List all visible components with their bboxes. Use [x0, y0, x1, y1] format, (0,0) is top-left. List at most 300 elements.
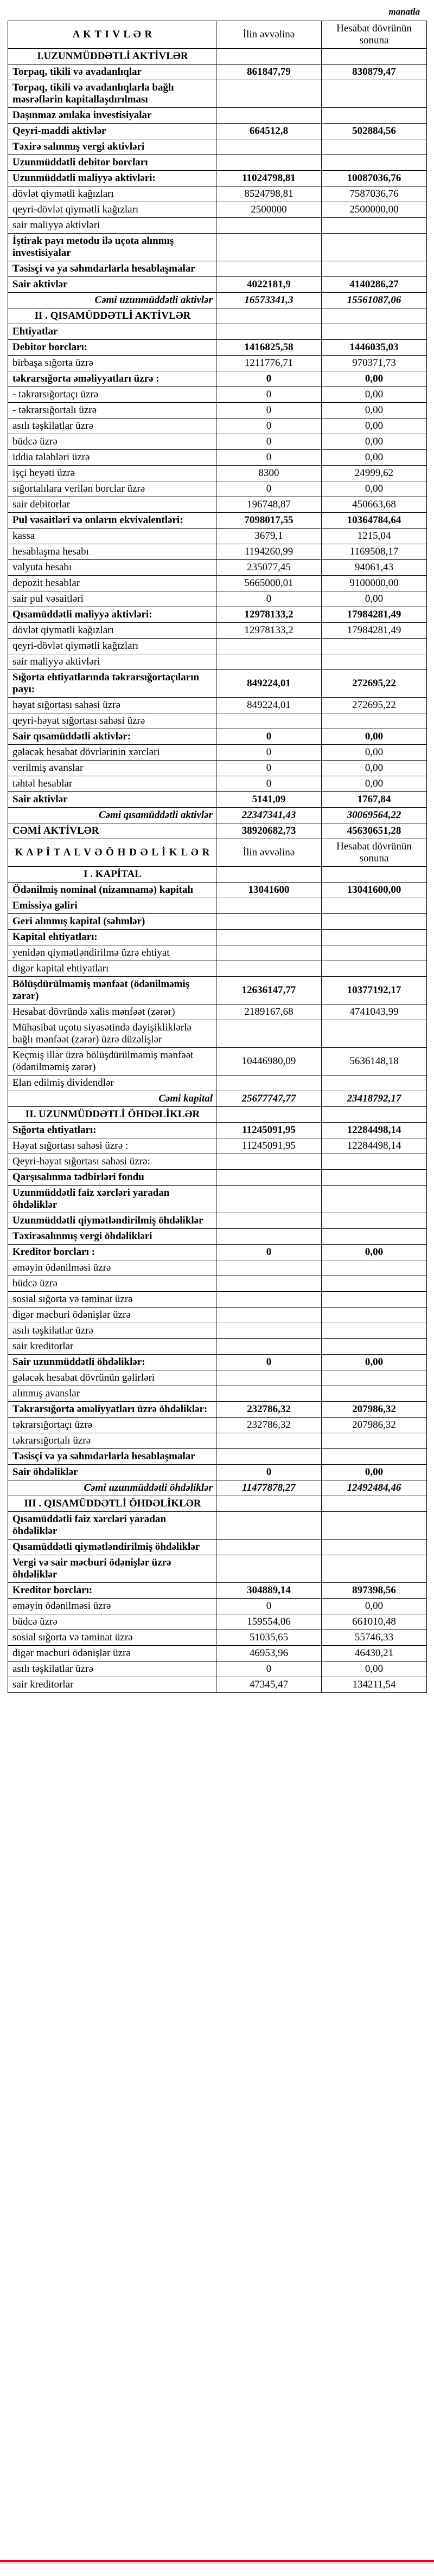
- value-end: 0,00: [322, 371, 427, 387]
- table-row: [8, 713, 427, 729]
- row-label: Sair uzunmüddətli öhdəliklər:: [8, 1355, 216, 1370]
- value-end: [322, 218, 427, 234]
- row-label: Torpaq, tikili və avadanlıqlar: [8, 65, 216, 80]
- value-end: [322, 1370, 427, 1386]
- row-label: büdcə üzrə: [8, 1276, 216, 1292]
- row-label: depozit hesablar: [8, 576, 216, 591]
- row-label: asılı təşkilatlar üzrə: [8, 1661, 216, 1677]
- value-start: [216, 898, 322, 914]
- value-end: [322, 1276, 427, 1292]
- table-header-row: [8, 21, 427, 49]
- value-end: [322, 234, 427, 261]
- row-label: II . QISAMÜDDƏTLİ AKTİVLƏR: [8, 308, 216, 324]
- table-row: [8, 1260, 427, 1276]
- row-label: əməyin ödənilməsi üzrə: [8, 1260, 216, 1276]
- value-start: 12978133,2: [216, 607, 322, 623]
- row-label: Sair öhdəliklər: [8, 1465, 216, 1480]
- row-label: Hesabat dövründə xalis mənfəət (zərər): [8, 1004, 216, 1020]
- value-start: 46953,96: [216, 1646, 322, 1661]
- value-start: 849224,01: [216, 698, 322, 713]
- row-label: Təsisçi və ya səhmdarlarla hesablaşmalar: [8, 1449, 216, 1465]
- value-end: [322, 867, 427, 883]
- row-label: Qısamüddətli maliyyə aktivləri:: [8, 607, 216, 623]
- row-label: III . QISAMÜDDƏTLİ ÖHDƏLİKLƏR: [8, 1496, 216, 1512]
- row-label: sosial sığorta və təminat üzrə: [8, 1292, 216, 1308]
- table-row: [8, 1677, 427, 1693]
- row-label: dövlət qiymətli kağızları: [8, 623, 216, 639]
- value-start: [216, 1323, 322, 1339]
- table-row: [8, 883, 427, 898]
- row-label: dövlət qiymətli kağızları: [8, 186, 216, 202]
- row-label: kassa: [8, 529, 216, 544]
- table-row: [8, 1323, 427, 1339]
- table-row: [8, 108, 427, 124]
- row-label: Təsisçi və ya səhmdarlarla hesablaşmalar: [8, 261, 216, 277]
- value-start: 16573341,3: [216, 293, 322, 308]
- value-start: 0: [216, 371, 322, 387]
- table-row: [8, 1583, 427, 1599]
- row-label: A K T I V L Ə R: [8, 21, 216, 49]
- row-label: sair kreditorlar: [8, 1677, 216, 1693]
- table-row: [8, 202, 427, 218]
- table-row: [8, 1555, 427, 1583]
- value-start: [216, 1213, 322, 1229]
- value-end: 17984281,49: [322, 607, 427, 623]
- table-row: [8, 1339, 427, 1355]
- value-start: 11024798,81: [216, 171, 322, 186]
- table-row: [8, 171, 427, 186]
- value-end: 0,00: [322, 387, 427, 403]
- value-start: [216, 639, 322, 654]
- value-start: 0: [216, 745, 322, 761]
- value-start: 232786,32: [216, 1418, 322, 1433]
- value-start: 1416825,58: [216, 340, 322, 356]
- value-start: [216, 139, 322, 155]
- row-label: Mühasibat uçotu siyasətində dəyişikliklərlə bağlı mənfəət (zərər) üzrə düzəlişlər: [8, 1020, 216, 1048]
- value-end: 1215,04: [322, 529, 427, 544]
- table-row: [8, 1213, 427, 1229]
- table-row: [8, 1370, 427, 1386]
- value-start: [216, 867, 322, 883]
- table-row: [8, 1245, 427, 1260]
- value-end: [322, 1386, 427, 1402]
- value-end: [322, 108, 427, 124]
- value-start: 22347341,43: [216, 808, 322, 823]
- row-label: K A P İ T A L V Ə Ö H D Ə L İ K L Ə R: [8, 839, 216, 867]
- row-label: Geri alınmış kapital (səhmlər): [8, 914, 216, 930]
- row-label: Ödənilmiş nominal (nizamnamə) kapitalı: [8, 883, 216, 898]
- table-row: [8, 139, 427, 155]
- row-label: sair debitorlar: [8, 497, 216, 513]
- value-start: 0: [216, 450, 322, 466]
- value-end: [322, 1308, 427, 1323]
- value-start: 304889,14: [216, 1583, 322, 1599]
- value-start: 0: [216, 761, 322, 776]
- value-end: 4140286,27: [322, 277, 427, 293]
- table-row: [8, 1186, 427, 1213]
- value-end: 0,00: [322, 403, 427, 418]
- value-start: 159554,06: [216, 1614, 322, 1630]
- value-end: 0,00: [322, 481, 427, 497]
- value-start: [216, 1154, 322, 1170]
- value-end: 0,00: [322, 776, 427, 792]
- row-label: gələcək hesabat dövrünün gəlirləri: [8, 1370, 216, 1386]
- value-start: 13041600: [216, 883, 322, 898]
- value-end: [322, 1339, 427, 1355]
- row-label: digər məcburi ödənişlər üzrə: [8, 1646, 216, 1661]
- table-row: [8, 1292, 427, 1308]
- value-start: 0: [216, 387, 322, 403]
- value-end: 17984281,49: [322, 623, 427, 639]
- value-start: 861847,79: [216, 65, 322, 80]
- row-label: büdcə üzrə: [8, 1614, 216, 1630]
- value-start: [216, 1229, 322, 1245]
- value-start: [216, 1386, 322, 1402]
- value-end: [322, 139, 427, 155]
- value-start: 25677747,77: [216, 1091, 322, 1107]
- value-end: 94061,43: [322, 560, 427, 576]
- table-row: [8, 945, 427, 961]
- value-start: 10446980,09: [216, 1048, 322, 1076]
- value-end: [322, 155, 427, 171]
- value-end: 0,00: [322, 1245, 427, 1260]
- table-row: [8, 1170, 427, 1186]
- table-row: [8, 1630, 427, 1646]
- row-label: I.UZUNMÜDDƏTLİ AKTİVLƏR: [8, 49, 216, 65]
- value-start: 5665000,01: [216, 576, 322, 591]
- row-label: Təxirəsalınmış vergi öhdəlikləri: [8, 1229, 216, 1245]
- value-start: 8524798,81: [216, 186, 322, 202]
- row-label: I . KAPİTAL: [8, 867, 216, 883]
- table-row: [8, 1154, 427, 1170]
- value-start: 232786,32: [216, 1402, 322, 1418]
- table-row: [8, 529, 427, 544]
- table-row: [8, 324, 427, 340]
- value-end: 24999,62: [322, 466, 427, 481]
- footer-divider-light: [0, 2562, 434, 2564]
- table-row: [8, 1402, 427, 1418]
- table-row: [8, 792, 427, 808]
- value-end: 10087036,76: [322, 171, 427, 186]
- table-row: [8, 1599, 427, 1614]
- value-start: [216, 261, 322, 277]
- value-start: [216, 713, 322, 729]
- value-start: 38920682,73: [216, 823, 322, 839]
- value-end: [322, 308, 427, 324]
- row-label: büdcə üzrə: [8, 434, 216, 450]
- value-start: [216, 1512, 322, 1540]
- row-label: yenidən qiymətləndirilmə üzrə ehtiyat: [8, 945, 216, 961]
- value-start: [216, 1555, 322, 1583]
- table-row: [8, 623, 427, 639]
- value-start: 0: [216, 418, 322, 434]
- value-end: 12492484,46: [322, 1480, 427, 1496]
- value-end: 4741043,99: [322, 1004, 427, 1020]
- value-start: İlin əvvəlinə: [216, 839, 322, 867]
- row-label: - təkrarsığortalı üzrə: [8, 403, 216, 418]
- row-label: Qarşısalınma tədbirləri fondu: [8, 1170, 216, 1186]
- value-start: 0: [216, 434, 322, 450]
- row-label: sair pul vəsaitləri: [8, 591, 216, 607]
- value-end: [322, 1170, 427, 1186]
- table-row: [8, 403, 427, 418]
- table-row: [8, 234, 427, 261]
- table-row: [8, 1004, 427, 1020]
- row-label: həyat sığortası sahəsi üzrə: [8, 698, 216, 713]
- row-label: Həyat sığortası sahəsi üzrə :: [8, 1138, 216, 1154]
- row-label: təkrarsığorta əməliyyatları üzrə :: [8, 371, 216, 387]
- value-start: 1211776,71: [216, 356, 322, 371]
- value-end: [322, 914, 427, 930]
- value-end: [322, 1512, 427, 1540]
- table-row: [8, 1512, 427, 1540]
- value-end: [322, 713, 427, 729]
- table-row: [8, 277, 427, 293]
- balance-table-body: [8, 21, 427, 1693]
- value-end: 0,00: [322, 1599, 427, 1614]
- table-row: [8, 1308, 427, 1323]
- table-row: [8, 745, 427, 761]
- row-label: - təkrarsığortaçı üzrə: [8, 387, 216, 403]
- value-start: 0: [216, 403, 322, 418]
- value-start: 4022181,9: [216, 277, 322, 293]
- table-row: [8, 1123, 427, 1138]
- value-end: [322, 1076, 427, 1091]
- balance-table: [8, 21, 427, 1693]
- table-row: [8, 387, 427, 403]
- value-end: [322, 1020, 427, 1048]
- row-label: alınmış avanslar: [8, 1386, 216, 1402]
- row-label: verilmiş avanslar: [8, 761, 216, 776]
- value-start: 0: [216, 591, 322, 607]
- value-start: [216, 1107, 322, 1123]
- value-end: [322, 1540, 427, 1555]
- value-start: [216, 155, 322, 171]
- table-row: [8, 544, 427, 560]
- table-row: [8, 670, 427, 698]
- table-row: [8, 218, 427, 234]
- value-end: 0,00: [322, 591, 427, 607]
- section-row: [8, 867, 427, 883]
- row-label: Debitor borcları:: [8, 340, 216, 356]
- value-end: [322, 1292, 427, 1308]
- value-end: [322, 654, 427, 670]
- table-row: [8, 1020, 427, 1048]
- value-end: 0,00: [322, 1661, 427, 1677]
- table-row: [8, 1646, 427, 1661]
- row-label: Uzunmüddətli faiz xərcləri yaradan öhdəliklər: [8, 1186, 216, 1213]
- value-start: [216, 945, 322, 961]
- value-end: 1169508,17: [322, 544, 427, 560]
- row-label: Cəmi kapital: [8, 1091, 216, 1107]
- row-label: valyuta hesabı: [8, 560, 216, 576]
- value-start: 51035,65: [216, 1630, 322, 1646]
- value-start: [216, 218, 322, 234]
- value-start: 12636147,77: [216, 977, 322, 1004]
- value-start: [216, 324, 322, 340]
- table-row: [8, 450, 427, 466]
- value-start: [216, 1276, 322, 1292]
- value-start: [216, 1433, 322, 1449]
- value-start: 0: [216, 1355, 322, 1370]
- row-label: Vergi və sair məcburi ödənişlər üzrə öhdəliklər: [8, 1555, 216, 1583]
- table-row: [8, 1076, 427, 1091]
- table-row: [8, 560, 427, 576]
- row-label: Təkrarsığorta əməliyyatları üzrə öhdəliklər:: [8, 1402, 216, 1418]
- value-end: 207986,32: [322, 1418, 427, 1433]
- row-label: sair maliyyə aktivləri: [8, 218, 216, 234]
- table-row: [8, 1386, 427, 1402]
- value-end: 55746,33: [322, 1630, 427, 1646]
- value-start: 2189167,68: [216, 1004, 322, 1020]
- table-row: [8, 1229, 427, 1245]
- value-end: [322, 1496, 427, 1512]
- value-end: 13041600,00: [322, 883, 427, 898]
- value-end: 0,00: [322, 1355, 427, 1370]
- value-end: 12284498,14: [322, 1138, 427, 1154]
- table-row: [8, 356, 427, 371]
- value-end: Hesabat dövrünün sonuna: [322, 839, 427, 867]
- row-label: asılı təşkilatlar üzrə: [8, 418, 216, 434]
- table-row: [8, 1540, 427, 1555]
- table-row: [8, 1138, 427, 1154]
- value-end: 46430,21: [322, 1646, 427, 1661]
- table-row: [8, 576, 427, 591]
- value-start: 5141,09: [216, 792, 322, 808]
- table-header-row: [8, 839, 427, 867]
- table-row: [8, 1614, 427, 1630]
- value-end: 45630651,28: [322, 823, 427, 839]
- table-row: [8, 1449, 427, 1465]
- value-end: 23418792,17: [322, 1091, 427, 1107]
- table-row: [8, 698, 427, 713]
- section-row: [8, 49, 427, 65]
- value-start: [216, 930, 322, 945]
- value-start: 11477878,27: [216, 1480, 322, 1496]
- value-start: 11245091,95: [216, 1138, 322, 1154]
- table-row: [8, 124, 427, 139]
- row-label: Pul vəsaitləri və onların ekvivalentləri:: [8, 513, 216, 529]
- row-label: işçi heyəti üzrə: [8, 466, 216, 481]
- value-end: [322, 1433, 427, 1449]
- value-start: 47345,47: [216, 1677, 322, 1693]
- row-label: Ehtiyatlar: [8, 324, 216, 340]
- value-start: 1194260,99: [216, 544, 322, 560]
- row-label: İştirak payı metodu ilə uçota alınmış investisiyalar: [8, 234, 216, 261]
- row-label: Qısamüddətli qiymətləndirilmiş öhdəliklər: [8, 1540, 216, 1555]
- value-start: [216, 308, 322, 324]
- value-end: 30069564,22: [322, 808, 427, 823]
- table-row: [8, 761, 427, 776]
- value-start: 0: [216, 481, 322, 497]
- row-label: sair kreditorlar: [8, 1339, 216, 1355]
- row-label: digər kapital ehtiyatları: [8, 961, 216, 977]
- table-row: [8, 729, 427, 745]
- value-end: 661010,48: [322, 1614, 427, 1630]
- value-end: 0,00: [322, 761, 427, 776]
- value-end: 0,00: [322, 1465, 427, 1480]
- row-label: Emissiya gəliri: [8, 898, 216, 914]
- value-end: Hesabat dövrünün sonuna: [322, 21, 427, 49]
- value-end: [322, 945, 427, 961]
- row-label: sosial sığorta və təminat üzrə: [8, 1630, 216, 1646]
- row-label: digər məcburi ödənişlər üzrə: [8, 1308, 216, 1323]
- row-label: qeyri-dövlət qiymətli kağızları: [8, 202, 216, 218]
- value-end: 10364784,64: [322, 513, 427, 529]
- row-label: Qısamüddətli faiz xərcləri yaradan öhdəliklər: [8, 1512, 216, 1540]
- value-start: 0: [216, 1465, 322, 1480]
- value-end: 0,00: [322, 745, 427, 761]
- table-row: [8, 497, 427, 513]
- table-row: [8, 1465, 427, 1480]
- value-end: 10377192,17: [322, 977, 427, 1004]
- row-label: iddia tələbləri üzrə: [8, 450, 216, 466]
- row-label: birbaşa sığorta üzrə: [8, 356, 216, 371]
- row-label: sair maliyyə aktivləri: [8, 654, 216, 670]
- value-end: 15561087,06: [322, 293, 427, 308]
- table-row: [8, 371, 427, 387]
- value-start: 235077,45: [216, 560, 322, 576]
- row-label: Elan edilmiş dividendlər: [8, 1076, 216, 1091]
- value-start: [216, 1186, 322, 1213]
- row-label: Uzunmüddətli debitor borcları: [8, 155, 216, 171]
- value-start: [216, 49, 322, 65]
- total-row: [8, 808, 427, 823]
- table-row: [8, 776, 427, 792]
- value-end: 7587036,76: [322, 186, 427, 202]
- unit-label: manatla: [388, 7, 420, 17]
- row-label: Sair aktivlər: [8, 277, 216, 293]
- table-row: [8, 1418, 427, 1433]
- value-start: [216, 1292, 322, 1308]
- balance-sheet: [8, 4, 426, 1693]
- total-row: [8, 1480, 427, 1496]
- value-end: 12284498,14: [322, 1123, 427, 1138]
- table-row: [8, 654, 427, 670]
- row-label: əməyin ödənilməsi üzrə: [8, 1599, 216, 1614]
- row-label: Cəmi uzunmüddətli öhdəliklər: [8, 1480, 216, 1496]
- section-row: [8, 1496, 427, 1512]
- value-end: [322, 1323, 427, 1339]
- value-start: [216, 1339, 322, 1355]
- table-row: [8, 80, 427, 108]
- table-row: [8, 186, 427, 202]
- row-label: təkrarsığortaçı üzrə: [8, 1418, 216, 1433]
- table-row: [8, 1433, 427, 1449]
- row-label: asılı təşkilatlar üzrə: [8, 1323, 216, 1339]
- value-end: 9100000,00: [322, 576, 427, 591]
- value-start: [216, 1076, 322, 1091]
- value-start: 8300: [216, 466, 322, 481]
- value-start: 11245091,95: [216, 1123, 322, 1138]
- value-end: [322, 1213, 427, 1229]
- value-start: 12978133,2: [216, 623, 322, 639]
- value-end: [322, 261, 427, 277]
- value-start: [216, 1308, 322, 1323]
- value-end: [322, 324, 427, 340]
- value-end: [322, 1186, 427, 1213]
- value-end: [322, 1107, 427, 1123]
- value-end: [322, 1154, 427, 1170]
- row-label: Bölüşdürülməmiş mənfəət (ödənilməmiş zərər): [8, 977, 216, 1004]
- row-label: Kapital ehtiyatları:: [8, 930, 216, 945]
- value-end: 830879,47: [322, 65, 427, 80]
- value-start: [216, 1020, 322, 1048]
- value-start: [216, 1449, 322, 1465]
- row-label: Qeyri-maddi aktivlər: [8, 124, 216, 139]
- row-label: qeyri-həyat sığortası sahəsi üzrə: [8, 713, 216, 729]
- value-end: [322, 639, 427, 654]
